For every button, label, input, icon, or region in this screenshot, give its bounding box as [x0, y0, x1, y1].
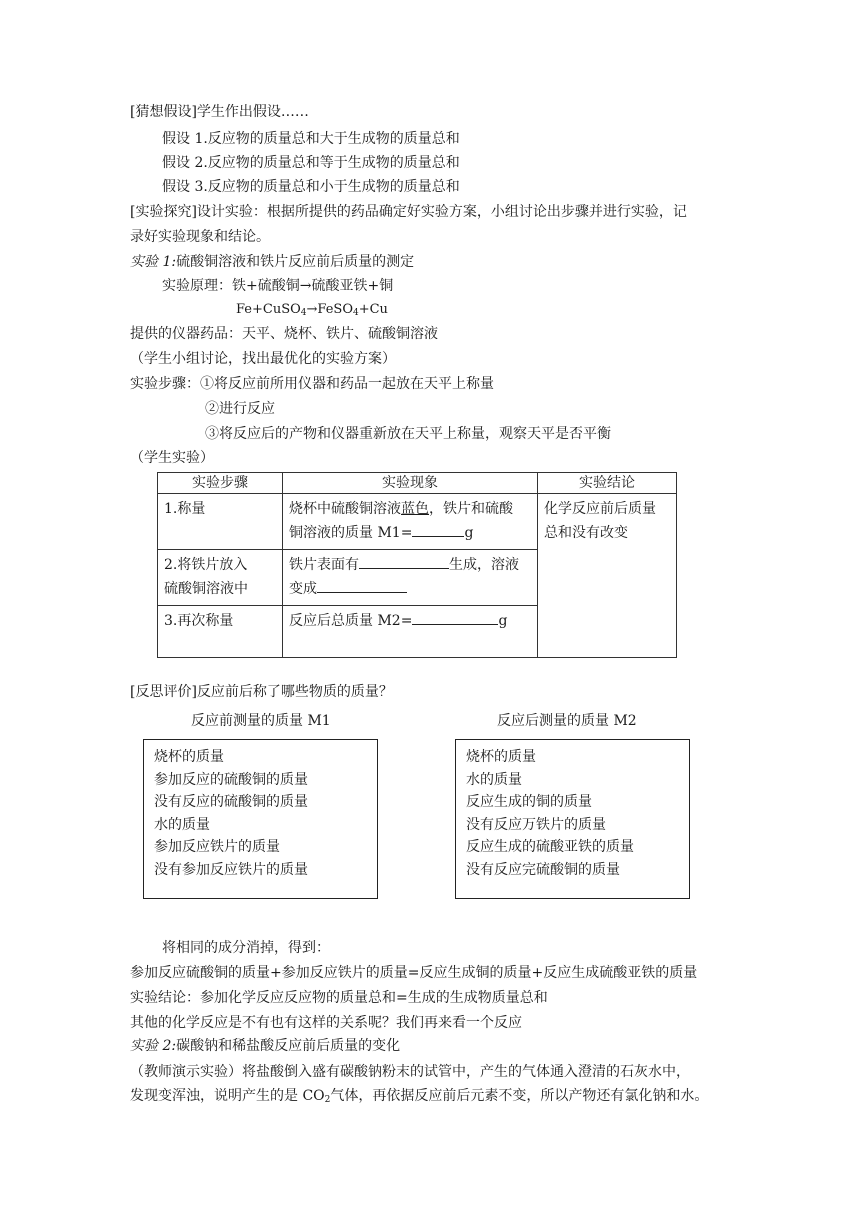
subscript: 4 [300, 308, 307, 318]
mass-equation: 参加反应硫酸铜的质量+参加反应铁片的质量=反应生成铜的质量+反应生成硫酸亚铁的质量 [130, 965, 698, 981]
hypothesis-title: [猜想假设]学生作出假设…… [130, 104, 309, 120]
experiment-1-label: 实验 1: [130, 254, 177, 270]
unit: g [498, 613, 508, 629]
equation-part: Fe+CuSO [236, 302, 301, 317]
experiment-2-heading [130, 1036, 400, 1056]
obs-text: 变成 [289, 581, 317, 597]
m1-item: 参加反应的硫酸铜的质量 [154, 771, 308, 788]
row1-step: 1.称量 [158, 494, 283, 550]
obs-text: 反应后总质量 M2= [289, 613, 413, 629]
student-experiment: （学生实验） [130, 450, 214, 466]
fill-blank[interactable] [412, 610, 498, 625]
hypothesis-3: 假设 3.反应物的质量总和小于生成物的质量总和 [162, 179, 460, 195]
m2-item: 烧杯的质量 [466, 749, 536, 765]
hypothesis-1: 假设 1.反应物的质量总和大于生成物的质量总和 [162, 131, 460, 147]
conclusion-text: 化学反应前后质量 [544, 501, 656, 517]
m2-box [455, 739, 690, 899]
table-row [158, 494, 677, 550]
instruments: 提供的仪器药品：天平、烧杯、铁片、硫酸铜溶液 [130, 326, 438, 342]
reflect-heading: [反思评价]反应前后称了哪些物质的质量？ [130, 684, 393, 700]
row2-observation [283, 550, 538, 606]
subscript: 4 [352, 308, 359, 318]
conclusion-line: 实验结论：参加化学反应反应物的质量总和=生成的生成物质量总和 [130, 990, 548, 1006]
table-header-row [158, 473, 677, 494]
m2-item: 反应生成的铜的质量 [466, 794, 592, 810]
unit: g [464, 525, 474, 541]
chemical-equation [236, 300, 388, 323]
cancel-line: 将相同的成分消掉，得到： [162, 940, 330, 956]
m2-item: 反应生成的硫酸亚铁的质量 [466, 839, 634, 855]
equation-part: →FeSO [306, 302, 353, 317]
conclusion-cell [538, 494, 677, 658]
obs-underlined: 蓝色 [401, 501, 429, 517]
hypothesis-2: 假设 2.反应物的质量总和等于生成物的质量总和 [162, 155, 460, 171]
discussion: （学生小组讨论，找出最优化的实验方案） [130, 351, 396, 367]
obs-text: 烧杯中硫酸铜溶液 [289, 501, 401, 517]
obs-text: 铜溶液的质量 M1= [289, 525, 413, 541]
m1-title: 反应前测量的质量 M1 [191, 713, 331, 729]
demo-text: 发现变浑浊，说明产生的是 CO [130, 1088, 325, 1104]
experiment-2-title: 碳酸钠和稀盐酸反应前后质量的变化 [176, 1038, 401, 1054]
row2-step [158, 550, 283, 606]
explore-line-1: [实验探究]设计实验：根据所提供的药品确定好实验方案，小组讨论出步骤并进行实验，记 [130, 204, 687, 220]
step-text: 2.将铁片放入 [164, 557, 248, 573]
experiment-1-heading [130, 252, 414, 272]
demo-text: 气体，再依据反应前后元素不变，所以产物还有氯化钠和水。 [330, 1088, 709, 1104]
conclusion-text: 总和没有改变 [544, 525, 628, 541]
row3-observation [283, 606, 538, 658]
equation-part: +Cu [358, 302, 388, 317]
m1-item: 没有反应的硫酸铜的质量 [154, 794, 308, 810]
steps-1: 实验步骤：①将反应前所用仪器和药品一起放在天平上称量 [130, 376, 494, 392]
fill-blank[interactable] [412, 522, 464, 537]
obs-text: 铁片表面有 [289, 557, 359, 573]
m2-title: 反应后测量的质量 M2 [497, 713, 637, 729]
row3-step: 3.再次称量 [158, 606, 283, 658]
header-observation: 实验现象 [283, 473, 538, 494]
fill-blank[interactable] [317, 578, 407, 593]
m1-item: 水的质量 [154, 816, 210, 833]
step-text: 硫酸铜溶液中 [164, 581, 248, 597]
fill-blank[interactable] [359, 554, 449, 569]
steps-3: ③将反应后的产物和仪器重新放在天平上称量，观察天平是否平衡 [205, 426, 611, 442]
m1-box [143, 739, 378, 899]
demo-line-1: （教师演示实验）将盐酸倒入盛有碳酸钠粉末的试管中，产生的气体通入澄清的石灰水中， [130, 1064, 690, 1080]
demo-line-2 [130, 1086, 708, 1110]
m1-item: 没有参加反应铁片的质量 [154, 861, 308, 878]
header-step: 实验步骤 [158, 473, 283, 494]
m2-item: 水的质量 [466, 771, 522, 788]
experiment-2-label: 实验 2: [130, 1038, 177, 1054]
experiment-table [157, 472, 677, 658]
m2-item: 没有反应万铁片的质量 [466, 816, 606, 833]
m1-item: 烧杯的质量 [154, 749, 224, 765]
explore-line-2: 录好实验现象和结论。 [130, 229, 270, 245]
experiment-1-title: 硫酸铜溶液和铁片反应前后质量的测定 [176, 254, 415, 270]
obs-text: ，铁片和硫酸 [429, 501, 513, 517]
row1-observation [283, 494, 538, 550]
header-conclusion: 实验结论 [538, 473, 677, 494]
m1-item: 参加反应铁片的质量 [154, 839, 280, 855]
principle: 实验原理：铁+硫酸铜→硫酸亚铁+铜 [162, 278, 394, 294]
subscript: 2 [324, 1095, 331, 1105]
obs-text: 生成，溶液 [449, 557, 519, 573]
m2-item: 没有反应完硫酸铜的质量 [466, 861, 620, 878]
steps-2: ②进行反应 [205, 401, 275, 417]
other-line: 其他的化学反应是不有也有这样的关系呢？我们再来看一个反应 [130, 1015, 522, 1031]
